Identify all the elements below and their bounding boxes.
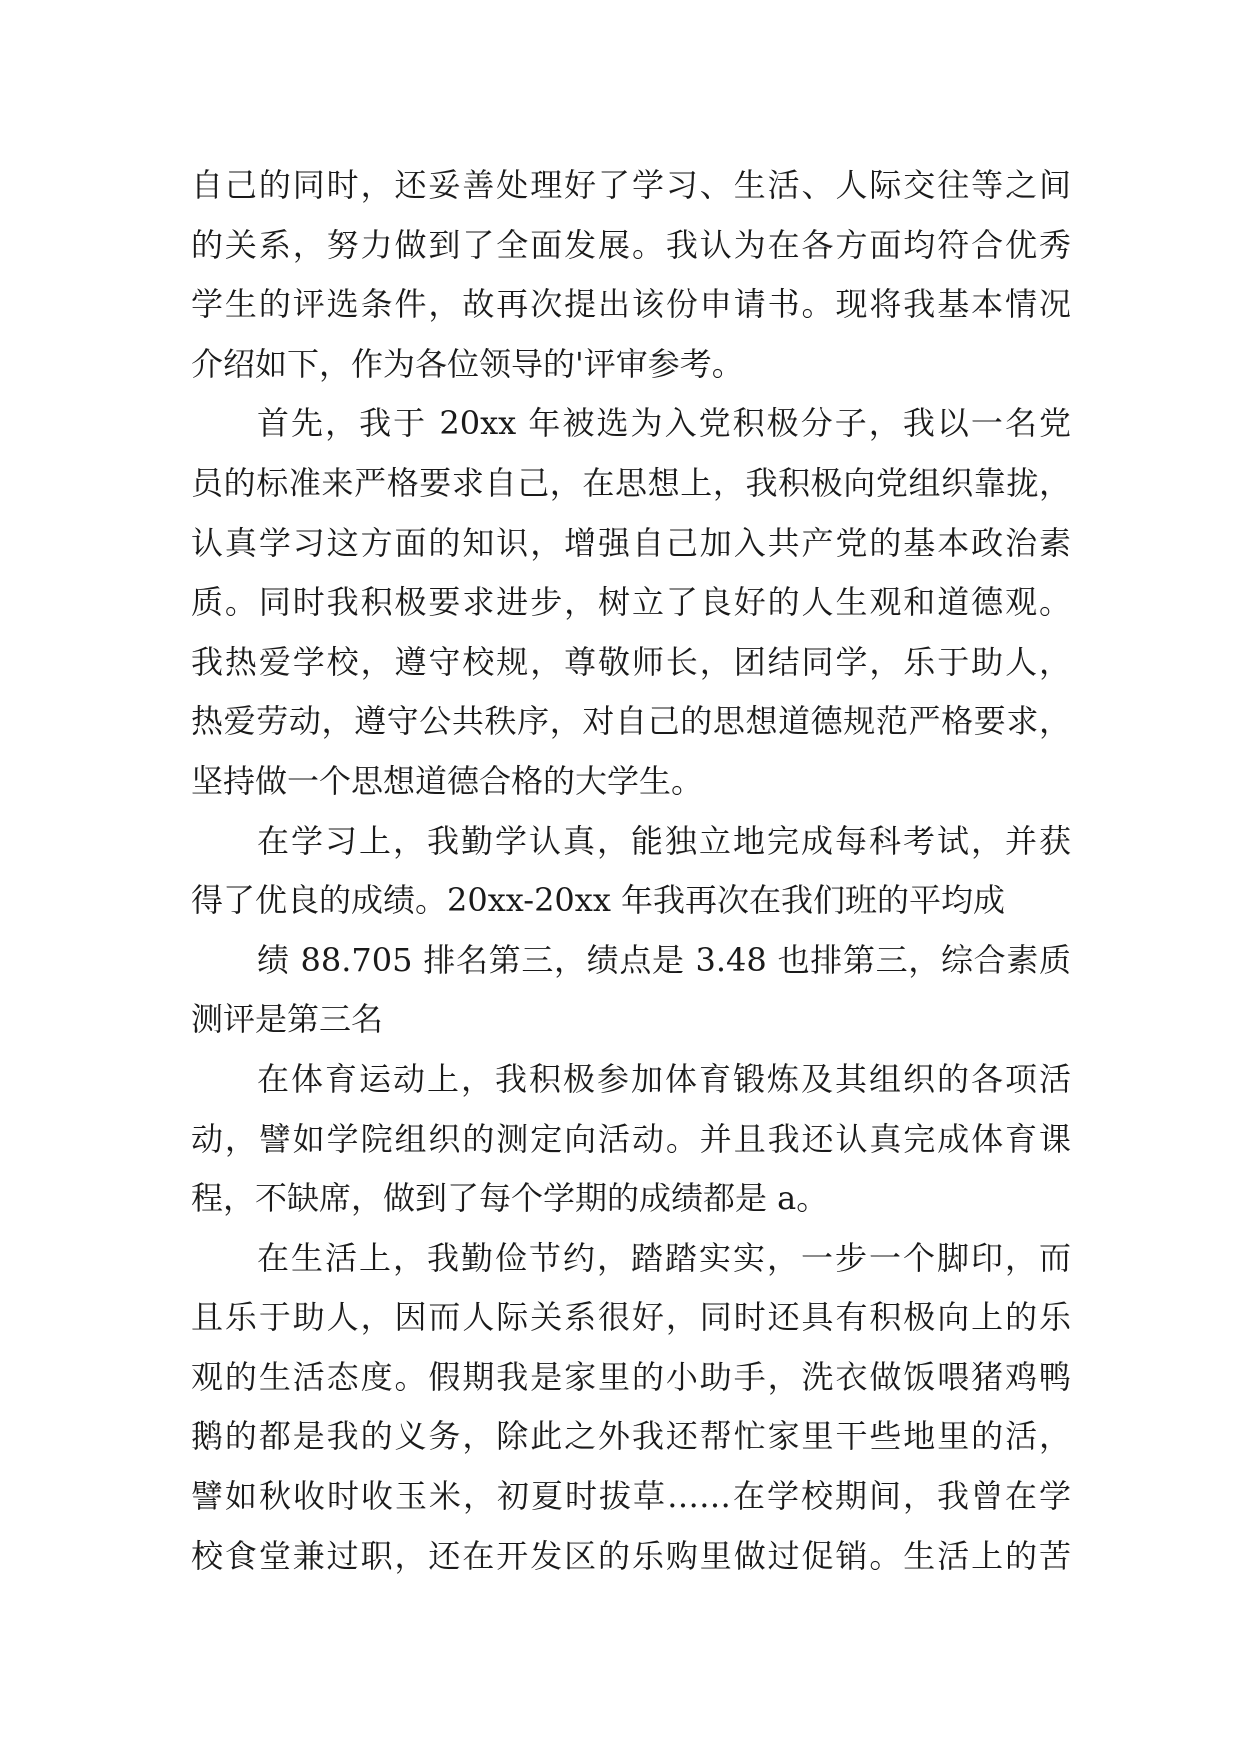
text-line: 坚持做一个思想道德合格的大学生。 (191, 761, 704, 800)
text-line: 程，不缺席，做到了每个学期的成绩都是 a。 (191, 1179, 829, 1218)
text-line: 在体育运动上，我积极参加体育锻炼及其组织的各项活 (257, 1059, 1071, 1098)
text-line: 我热爱学校，遵守校规，尊敬师长，团结同学，乐于助人， (191, 642, 1071, 681)
text-line: 热爱劳动，遵守公共秩序，对自己的思想道德规范严格要求， (191, 702, 1071, 741)
text-line: 得了优良的成绩。20xx-20xx 年我再次在我们班的平均成 (191, 881, 1006, 920)
text-line: 校食堂兼过职，还在开发区的乐购里做过促销。生活上的苦 (191, 1536, 1071, 1575)
document-body (191, 156, 1071, 1586)
text-line: 首先，我于 20xx 年被选为入党积极分子，我以一名党 (257, 404, 1071, 443)
text-line: 鹅的都是我的义务，除此之外我还帮忙家里干些地里的活， (191, 1417, 1071, 1456)
text-line: 的关系，努力做到了全面发展。我认为在各方面均符合优秀 (191, 225, 1071, 264)
text-line: 员的标准来严格要求自己，在思想上，我积极向党组织靠拢， (191, 463, 1071, 502)
text-line: 在生活上，我勤俭节约，踏踏实实，一步一个脚印，而 (257, 1238, 1071, 1277)
text-line: 譬如秋收时收玉米，初夏时拔草……在学校期间，我曾在学 (191, 1477, 1071, 1516)
text-line: 且乐于助人，因而人际关系很好，同时还具有积极向上的乐 (191, 1298, 1071, 1337)
text-line: 测评是第三名 (191, 1000, 384, 1039)
text-line: 动，譬如学院组织的测定向活动。并且我还认真完成体育课 (191, 1119, 1071, 1158)
text-line: 在学习上，我勤学认真，能独立地完成每科考试，并获 (257, 821, 1071, 860)
text-line: 质。同时我积极要求进步，树立了良好的人生观和道德观。 (191, 583, 1071, 622)
text-line: 介绍如下，作为各位领导的'评审参考。 (191, 344, 744, 383)
text-line: 绩 88.705 排名第三，绩点是 3.48 也排第三，综合素质 (257, 940, 1071, 979)
text-line: 观的生活态度。假期我是家里的小助手，洗衣做饭喂猪鸡鸭 (191, 1357, 1071, 1396)
text-line: 自己的同时，还妥善处理好了学习、生活、人际交往等之间 (191, 166, 1071, 204)
text-line: 学生的评选条件，故再次提出该份申请书。现将我基本情况 (191, 285, 1071, 324)
text-line: 认真学习这方面的知识，增强自己加入共产党的基本政治素 (191, 523, 1071, 562)
